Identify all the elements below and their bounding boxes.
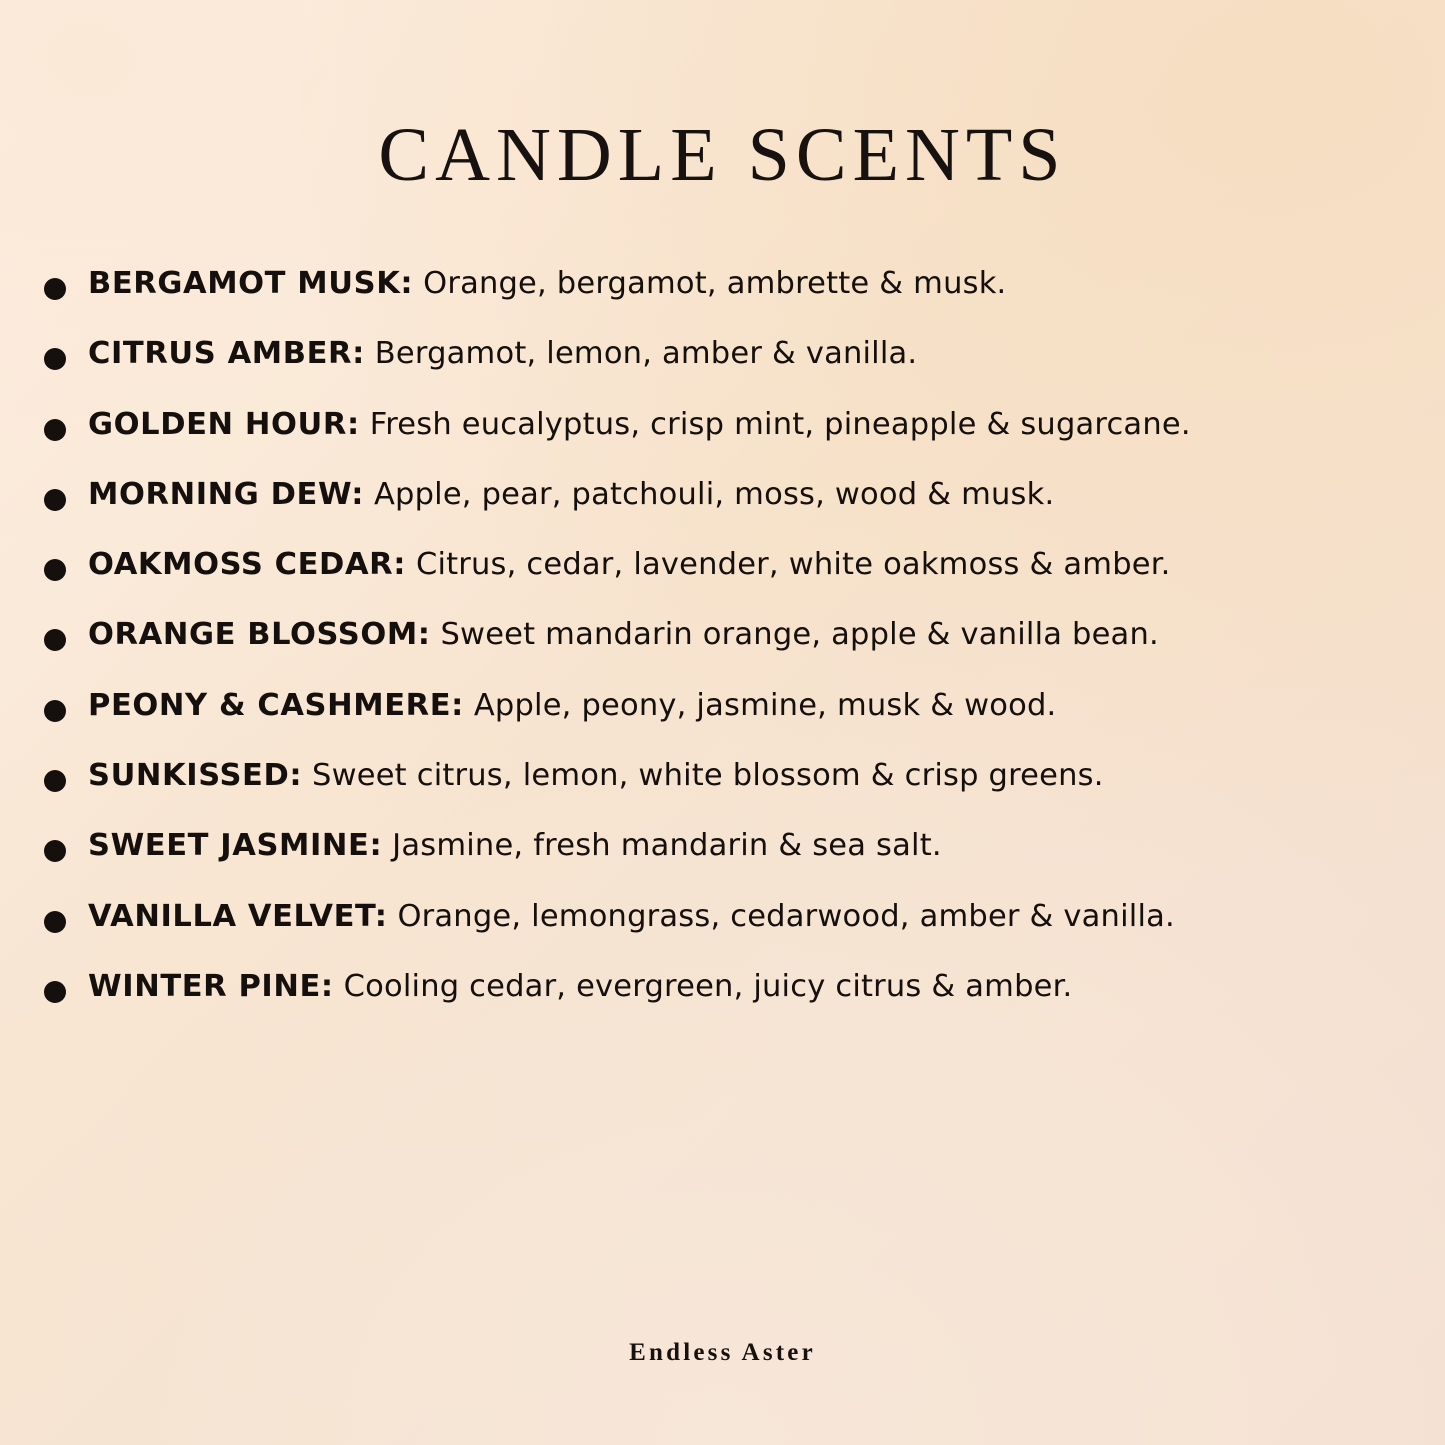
scent-text: [88, 403, 1409, 446]
list-item: [44, 613, 1409, 656]
scent-description: Citrus, cedar, lavender, white oakmoss & amber.: [406, 547, 1171, 583]
list-item: [44, 543, 1409, 586]
scent-text: [88, 824, 1409, 867]
scent-name: CITRUS AMBER:: [88, 336, 365, 372]
list-item: [44, 332, 1409, 375]
scent-name: VANILLA VELVET:: [88, 898, 388, 934]
scent-text: [88, 754, 1409, 797]
scent-description: Jasmine, fresh mandarin & sea salt.: [382, 828, 942, 864]
bullet-icon: [44, 419, 66, 441]
scent-description: Sweet citrus, lemon, white blossom & crisp greens.: [302, 758, 1104, 794]
bullet-icon: [44, 559, 66, 581]
bullet-icon: [44, 278, 66, 300]
scent-text: [88, 895, 1409, 938]
list-item: [44, 754, 1409, 797]
scent-text: [88, 332, 1409, 375]
scent-text: [88, 262, 1409, 305]
scent-name: GOLDEN HOUR:: [88, 406, 360, 442]
scent-text: [88, 473, 1409, 516]
scent-description: Orange, lemongrass, cedarwood, amber & vanilla.: [387, 898, 1175, 934]
brand-name: Endless Aster: [629, 1339, 816, 1366]
scent-name: SUNKISSED:: [88, 758, 303, 794]
scent-name: OAKMOSS CEDAR:: [88, 547, 407, 583]
scent-description: Sweet mandarin orange, apple & vanilla bean.: [430, 617, 1159, 653]
bullet-icon: [44, 629, 66, 651]
bullet-icon: [44, 840, 66, 862]
list-item: [44, 895, 1409, 938]
bullet-icon: [44, 981, 66, 1003]
scent-description: Apple, peony, jasmine, musk & wood.: [463, 687, 1057, 723]
list-item: [44, 403, 1409, 446]
scent-description: Apple, pear, patchouli, moss, wood & musk.: [364, 476, 1055, 512]
list-item: [44, 824, 1409, 867]
scent-name: ORANGE BLOSSOM:: [88, 617, 431, 653]
scent-list: [44, 262, 1409, 1035]
scent-description: Orange, bergamot, ambrette & musk.: [413, 266, 1007, 301]
scent-name: MORNING DEW:: [88, 476, 365, 512]
bullet-icon: [44, 348, 66, 370]
scent-name: WINTER PINE:: [88, 968, 334, 1004]
scent-name: SWEET JASMINE:: [88, 828, 383, 864]
scent-description: Bergamot, lemon, amber & vanilla.: [364, 336, 918, 372]
scent-text: [88, 684, 1409, 727]
page-title: CANDLE SCENTS: [378, 113, 1067, 197]
scent-description: Cooling cedar, evergreen, juicy citrus & amber.: [333, 968, 1073, 1004]
bullet-icon: [44, 700, 66, 722]
list-item: [44, 473, 1409, 516]
scent-description: Fresh eucalyptus, crisp mint, pineapple & sugarcane.: [359, 406, 1191, 442]
bullet-icon: [44, 911, 66, 933]
list-item: [44, 684, 1409, 727]
scent-text: [88, 543, 1409, 586]
bullet-icon: [44, 770, 66, 792]
list-item: [44, 965, 1409, 1008]
scent-text: [88, 965, 1409, 1008]
bullet-icon: [44, 489, 66, 511]
scent-name: PEONY & CASHMERE:: [88, 687, 464, 723]
list-item: [44, 262, 1409, 305]
scent-text: [88, 613, 1409, 656]
scent-name: BERGAMOT MUSK:: [88, 266, 414, 301]
